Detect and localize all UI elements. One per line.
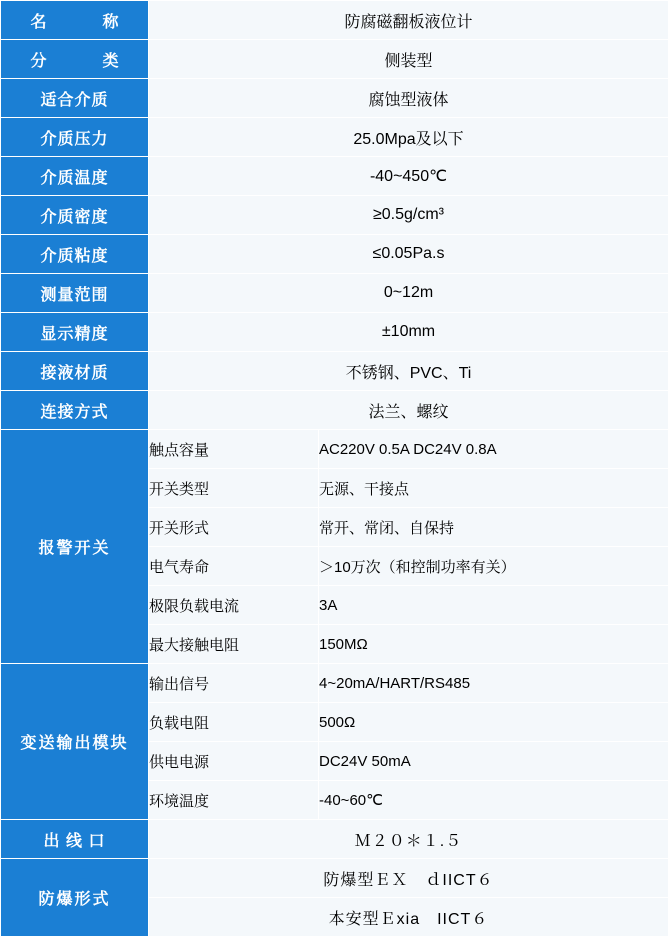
sub-row-label: 供电电源 — [149, 742, 319, 781]
table-row — [1, 391, 668, 430]
group-label-transmitter-module: 变送输出模块 — [1, 664, 149, 820]
group-label-explosion-proof: 防爆形式 — [1, 859, 149, 937]
sub-row-label: 最大接触电阻 — [149, 625, 319, 664]
row-label: 连接方式 — [1, 391, 149, 430]
sub-row-value: ＞10万次（和控制功率有关） — [319, 547, 668, 586]
row-value: 防腐磁翻板液位计 — [149, 1, 668, 40]
sub-row-value: 150MΩ — [319, 625, 668, 664]
table-row — [1, 79, 668, 118]
sub-row-value: 3A — [319, 586, 668, 625]
row-value-outlet: Ｍ２０＊１.５ — [149, 820, 668, 859]
table-row — [1, 859, 668, 898]
table-row — [1, 664, 668, 703]
sub-row-value: 无源、干接点 — [319, 469, 668, 508]
row-label-outlet: 出 线 口 — [1, 820, 149, 859]
row-value: 0~12m — [149, 274, 668, 313]
row-value: 不锈钢、PVC、Ti — [149, 352, 668, 391]
sub-row-value: 常开、常闭、自保持 — [319, 508, 668, 547]
row-label: 介质密度 — [1, 196, 149, 235]
row-value: 侧装型 — [149, 40, 668, 79]
row-label: 介质温度 — [1, 157, 149, 196]
sub-row-value: DC24V 50mA — [319, 742, 668, 781]
group-label-alarm-switch: 报警开关 — [1, 430, 149, 664]
row-value: 25.0Mpa及以下 — [149, 118, 668, 157]
table-row — [1, 1, 668, 40]
row-value: 法兰、螺纹 — [149, 391, 668, 430]
table-row — [1, 157, 668, 196]
sub-row-label: 输出信号 — [149, 664, 319, 703]
row-value: 腐蚀型液体 — [149, 79, 668, 118]
sub-row-label: 环境温度 — [149, 781, 319, 820]
explosion-value: 本安型Ｅxia IICT６ — [149, 898, 668, 937]
row-label: 名 称 — [1, 1, 149, 40]
sub-row-label: 触点容量 — [149, 430, 319, 469]
row-value: ≥0.5g/cm³ — [149, 196, 668, 235]
table-row — [1, 430, 668, 469]
table-row — [1, 352, 668, 391]
sub-row-label: 极限负载电流 — [149, 586, 319, 625]
sub-row-label: 负载电阻 — [149, 703, 319, 742]
table-row — [1, 235, 668, 274]
explosion-value: 防爆型ＥＸ ｄIICT６ — [149, 859, 668, 898]
table-body — [1, 1, 668, 937]
table-row — [1, 118, 668, 157]
sub-row-value: 500Ω — [319, 703, 668, 742]
sub-row-value: -40~60℃ — [319, 781, 668, 820]
sub-row-label: 开关形式 — [149, 508, 319, 547]
table-row — [1, 40, 668, 79]
sub-row-value: 4~20mA/HART/RS485 — [319, 664, 668, 703]
sub-row-label: 开关类型 — [149, 469, 319, 508]
row-label: 显示精度 — [1, 313, 149, 352]
table-row — [1, 313, 668, 352]
row-value: ≤0.05Pa.s — [149, 235, 668, 274]
row-label: 适合介质 — [1, 79, 149, 118]
table-row — [1, 820, 668, 859]
table-row — [1, 196, 668, 235]
sub-row-label: 电气寿命 — [149, 547, 319, 586]
row-value: ±10mm — [149, 313, 668, 352]
row-label: 测量范围 — [1, 274, 149, 313]
row-value: -40~450℃ — [149, 157, 668, 196]
table-row — [1, 274, 668, 313]
row-label: 分 类 — [1, 40, 149, 79]
row-label: 接液材质 — [1, 352, 149, 391]
sub-row-value: AC220V 0.5A DC24V 0.8A — [319, 430, 668, 469]
row-label: 介质粘度 — [1, 235, 149, 274]
row-label: 介质压力 — [1, 118, 149, 157]
